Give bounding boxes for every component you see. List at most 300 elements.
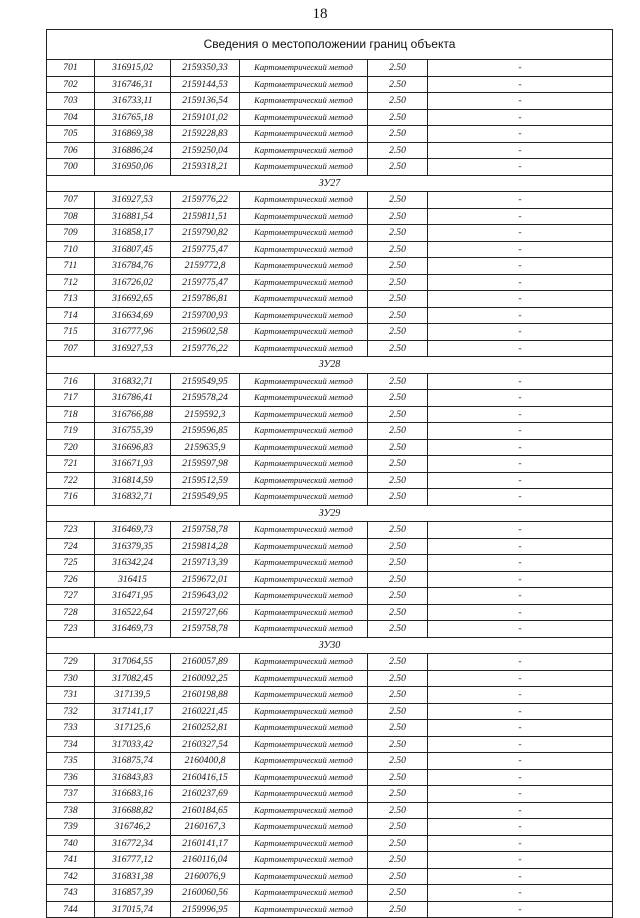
method-cell: Картометрический метод bbox=[240, 704, 368, 720]
y-coordinate-cell: 2159700,93 bbox=[171, 308, 240, 324]
method-cell: Картометрический метод bbox=[240, 671, 368, 687]
y-coordinate-cell: 2159727,66 bbox=[171, 605, 240, 621]
y-coordinate-cell: 2160327,54 bbox=[171, 737, 240, 753]
table-body bbox=[47, 60, 612, 917]
x-coordinate-cell: 316469,73 bbox=[95, 522, 171, 538]
y-coordinate-cell: 2160057,89 bbox=[171, 654, 240, 670]
accuracy-cell: 2.50 bbox=[368, 275, 428, 291]
description-cell: - bbox=[518, 524, 522, 535]
point-number-cell: 736 bbox=[47, 770, 95, 786]
x-coordinate-cell: 316814,59 bbox=[95, 473, 171, 489]
method-cell: Картометрический метод bbox=[240, 159, 368, 175]
x-coordinate-cell: 316886,24 bbox=[95, 143, 171, 159]
y-coordinate-cell: 2159318,21 bbox=[171, 159, 240, 175]
table-row bbox=[47, 308, 612, 325]
point-number-cell: 723 bbox=[47, 621, 95, 637]
point-number-cell: 739 bbox=[47, 819, 95, 835]
table-row bbox=[47, 275, 612, 292]
x-coordinate-cell: 316746,31 bbox=[95, 77, 171, 93]
table-row bbox=[47, 77, 612, 94]
method-cell: Картометрический метод bbox=[240, 555, 368, 571]
description-cell: - bbox=[518, 309, 522, 321]
table-row bbox=[47, 143, 612, 160]
accuracy-cell: 2.50 bbox=[368, 93, 428, 109]
table-row bbox=[47, 572, 612, 589]
method-cell: Картометрический метод bbox=[240, 324, 368, 340]
x-coordinate-cell: 317033,42 bbox=[95, 737, 171, 753]
table-row bbox=[47, 159, 612, 176]
x-coordinate-cell: 316832,71 bbox=[95, 374, 171, 390]
description-cell: - bbox=[518, 326, 522, 337]
accuracy-cell: 2.50 bbox=[368, 605, 428, 621]
method-cell: Картометрический метод bbox=[240, 770, 368, 786]
accuracy-cell: 2.50 bbox=[368, 753, 428, 769]
boundary-table bbox=[46, 29, 613, 918]
point-number-cell: 715 bbox=[47, 324, 95, 340]
point-number-cell: 721 bbox=[47, 456, 95, 472]
description-cell: - bbox=[518, 738, 522, 750]
x-coordinate-cell: 316692,65 bbox=[95, 291, 171, 307]
description-cell: - bbox=[518, 590, 522, 601]
description-cell: - bbox=[518, 293, 522, 304]
accuracy-cell: 2.50 bbox=[368, 209, 428, 225]
x-coordinate-cell: 317141,17 bbox=[95, 704, 171, 720]
accuracy-cell: 2.50 bbox=[368, 324, 428, 340]
accuracy-cell: 2.50 bbox=[368, 852, 428, 868]
accuracy-cell: 2.50 bbox=[368, 687, 428, 703]
x-coordinate-cell: 316379,35 bbox=[95, 539, 171, 555]
description-cell: - bbox=[518, 623, 522, 634]
method-cell: Картометрический метод bbox=[240, 539, 368, 555]
section-heading: ЗУ27 bbox=[47, 176, 612, 193]
accuracy-cell: 2.50 bbox=[368, 489, 428, 505]
y-coordinate-cell: 2159228,83 bbox=[171, 126, 240, 142]
accuracy-cell: 2.50 bbox=[368, 143, 428, 159]
point-number-cell: 720 bbox=[47, 440, 95, 456]
y-coordinate-cell: 2160252,81 bbox=[171, 720, 240, 736]
description-cell: - bbox=[518, 425, 522, 436]
accuracy-cell: 2.50 bbox=[368, 902, 428, 918]
x-coordinate-cell: 316342,24 bbox=[95, 555, 171, 571]
accuracy-cell: 2.50 bbox=[368, 770, 428, 786]
table-row bbox=[47, 588, 612, 605]
x-coordinate-cell: 316733,11 bbox=[95, 93, 171, 109]
accuracy-cell: 2.50 bbox=[368, 737, 428, 753]
accuracy-cell: 2.50 bbox=[368, 522, 428, 538]
point-number-cell: 726 bbox=[47, 572, 95, 588]
accuracy-cell: 2.50 bbox=[368, 819, 428, 835]
x-coordinate-cell: 316869,38 bbox=[95, 126, 171, 142]
y-coordinate-cell: 2160237,69 bbox=[171, 786, 240, 802]
method-cell: Картометрический метод bbox=[240, 489, 368, 505]
accuracy-cell: 2.50 bbox=[368, 192, 428, 208]
point-number-cell: 700 bbox=[47, 159, 95, 175]
x-coordinate-cell: 316688,82 bbox=[95, 803, 171, 819]
accuracy-cell: 2.50 bbox=[368, 885, 428, 901]
y-coordinate-cell: 2159758,78 bbox=[171, 522, 240, 538]
x-coordinate-cell: 316469,73 bbox=[95, 621, 171, 637]
method-cell: Картометрический метод bbox=[240, 291, 368, 307]
point-number-cell: 703 bbox=[47, 93, 95, 109]
x-coordinate-cell: 316950,06 bbox=[95, 159, 171, 175]
point-number-cell: 724 bbox=[47, 539, 95, 555]
description-cell: - bbox=[518, 804, 522, 816]
method-cell: Картометрический метод bbox=[240, 423, 368, 439]
description-cell: - bbox=[518, 408, 522, 420]
description-cell: - bbox=[518, 342, 522, 354]
table-row bbox=[47, 687, 612, 704]
y-coordinate-cell: 2160060,56 bbox=[171, 885, 240, 901]
point-number-cell: 717 bbox=[47, 390, 95, 406]
y-coordinate-cell: 2160116,04 bbox=[171, 852, 240, 868]
method-cell: Картометрический метод bbox=[240, 473, 368, 489]
description-cell: - bbox=[518, 161, 522, 172]
description-cell: - bbox=[518, 837, 522, 849]
table-row bbox=[47, 836, 612, 853]
point-number-cell: 728 bbox=[47, 605, 95, 621]
y-coordinate-cell: 2159996,95 bbox=[171, 902, 240, 918]
point-number-cell: 702 bbox=[47, 77, 95, 93]
table-row bbox=[47, 93, 612, 110]
x-coordinate-cell: 316786,41 bbox=[95, 390, 171, 406]
point-number-cell: 716 bbox=[47, 489, 95, 505]
x-coordinate-cell: 316471,95 bbox=[95, 588, 171, 604]
accuracy-cell: 2.50 bbox=[368, 555, 428, 571]
point-number-cell: 734 bbox=[47, 737, 95, 753]
table-row bbox=[47, 126, 612, 143]
method-cell: Картометрический метод bbox=[240, 242, 368, 258]
x-coordinate-cell: 316696,83 bbox=[95, 440, 171, 456]
point-number-cell: 743 bbox=[47, 885, 95, 901]
point-number-cell: 710 bbox=[47, 242, 95, 258]
table-row bbox=[47, 869, 612, 886]
description-cell: - bbox=[518, 903, 522, 915]
description-cell: - bbox=[518, 210, 522, 222]
accuracy-cell: 2.50 bbox=[368, 110, 428, 126]
description-cell: - bbox=[518, 540, 522, 552]
point-number-cell: 712 bbox=[47, 275, 95, 291]
y-coordinate-cell: 2159713,39 bbox=[171, 555, 240, 571]
table-row bbox=[47, 60, 612, 77]
accuracy-cell: 2.50 bbox=[368, 258, 428, 274]
description-cell: - bbox=[518, 870, 522, 882]
point-number-cell: 740 bbox=[47, 836, 95, 852]
x-coordinate-cell: 316683,16 bbox=[95, 786, 171, 802]
description-cell: - bbox=[518, 276, 522, 288]
description-cell: - bbox=[518, 821, 522, 832]
point-number-cell: 741 bbox=[47, 852, 95, 868]
point-number-cell: 742 bbox=[47, 869, 95, 885]
x-coordinate-cell: 316927,53 bbox=[95, 192, 171, 208]
description-cell: - bbox=[518, 111, 522, 123]
description-cell: - bbox=[518, 95, 522, 106]
method-cell: Картометрический метод bbox=[240, 720, 368, 736]
y-coordinate-cell: 2159786,81 bbox=[171, 291, 240, 307]
x-coordinate-cell: 316843,83 bbox=[95, 770, 171, 786]
table-row bbox=[47, 852, 612, 869]
accuracy-cell: 2.50 bbox=[368, 836, 428, 852]
description-cell: - bbox=[518, 243, 522, 255]
method-cell: Картометрический метод bbox=[240, 836, 368, 852]
accuracy-cell: 2.50 bbox=[368, 671, 428, 687]
y-coordinate-cell: 2159635,9 bbox=[171, 440, 240, 456]
method-cell: Картометрический метод bbox=[240, 803, 368, 819]
description-cell: - bbox=[518, 194, 522, 205]
method-cell: Картометрический метод bbox=[240, 605, 368, 621]
y-coordinate-cell: 2159136,54 bbox=[171, 93, 240, 109]
point-number-cell: 704 bbox=[47, 110, 95, 126]
y-coordinate-cell: 2160400,8 bbox=[171, 753, 240, 769]
table-row bbox=[47, 902, 612, 918]
description-cell: - bbox=[518, 392, 522, 403]
x-coordinate-cell: 316415 bbox=[95, 572, 171, 588]
method-cell: Картометрический метод bbox=[240, 654, 368, 670]
x-coordinate-cell: 316831,38 bbox=[95, 869, 171, 885]
table-row bbox=[47, 522, 612, 539]
point-number-cell: 733 bbox=[47, 720, 95, 736]
table-row bbox=[47, 704, 612, 721]
table-row bbox=[47, 720, 612, 737]
description-cell: - bbox=[518, 458, 522, 469]
point-number-cell: 714 bbox=[47, 308, 95, 324]
method-cell: Картометрический метод bbox=[240, 852, 368, 868]
y-coordinate-cell: 2159512,59 bbox=[171, 473, 240, 489]
point-number-cell: 725 bbox=[47, 555, 95, 571]
method-cell: Картометрический метод bbox=[240, 902, 368, 918]
x-coordinate-cell: 316522,64 bbox=[95, 605, 171, 621]
method-cell: Картометрический метод bbox=[240, 753, 368, 769]
table-row bbox=[47, 407, 612, 424]
description-cell: - bbox=[518, 375, 522, 387]
accuracy-cell: 2.50 bbox=[368, 539, 428, 555]
y-coordinate-cell: 2160141,17 bbox=[171, 836, 240, 852]
point-number-cell: 727 bbox=[47, 588, 95, 604]
y-coordinate-cell: 2160184,65 bbox=[171, 803, 240, 819]
section-heading: ЗУ29 bbox=[47, 506, 612, 523]
x-coordinate-cell: 316772,34 bbox=[95, 836, 171, 852]
table-row bbox=[47, 770, 612, 787]
description-cell: - bbox=[518, 441, 522, 453]
table-row bbox=[47, 242, 612, 259]
table-row bbox=[47, 819, 612, 836]
table-row bbox=[47, 456, 612, 473]
table-row bbox=[47, 605, 612, 622]
table-row bbox=[47, 258, 612, 275]
y-coordinate-cell: 2159776,22 bbox=[171, 192, 240, 208]
description-cell: - bbox=[518, 689, 522, 700]
method-cell: Картометрический метод bbox=[240, 407, 368, 423]
method-cell: Картометрический метод bbox=[240, 209, 368, 225]
x-coordinate-cell: 316766,88 bbox=[95, 407, 171, 423]
y-coordinate-cell: 2160221,45 bbox=[171, 704, 240, 720]
y-coordinate-cell: 2160167,3 bbox=[171, 819, 240, 835]
method-cell: Картометрический метод bbox=[240, 77, 368, 93]
y-coordinate-cell: 2159814,28 bbox=[171, 539, 240, 555]
y-coordinate-cell: 2159643,02 bbox=[171, 588, 240, 604]
method-cell: Картометрический метод bbox=[240, 390, 368, 406]
description-cell: - bbox=[518, 606, 522, 618]
x-coordinate-cell: 316777,96 bbox=[95, 324, 171, 340]
accuracy-cell: 2.50 bbox=[368, 803, 428, 819]
point-number-cell: 709 bbox=[47, 225, 95, 241]
table-row bbox=[47, 324, 612, 341]
accuracy-cell: 2.50 bbox=[368, 720, 428, 736]
x-coordinate-cell: 316915,02 bbox=[95, 60, 171, 76]
x-coordinate-cell: 316807,45 bbox=[95, 242, 171, 258]
accuracy-cell: 2.50 bbox=[368, 291, 428, 307]
y-coordinate-cell: 2159596,85 bbox=[171, 423, 240, 439]
method-cell: Картометрический метод bbox=[240, 687, 368, 703]
x-coordinate-cell: 316927,53 bbox=[95, 341, 171, 357]
table-row bbox=[47, 803, 612, 820]
x-coordinate-cell: 317082,45 bbox=[95, 671, 171, 687]
method-cell: Картометрический метод bbox=[240, 885, 368, 901]
table-row bbox=[47, 423, 612, 440]
table-row bbox=[47, 374, 612, 391]
accuracy-cell: 2.50 bbox=[368, 440, 428, 456]
y-coordinate-cell: 2160076,9 bbox=[171, 869, 240, 885]
table-row bbox=[47, 654, 612, 671]
description-cell: - bbox=[518, 260, 522, 271]
method-cell: Картометрический метод bbox=[240, 60, 368, 76]
x-coordinate-cell: 316881,54 bbox=[95, 209, 171, 225]
description-cell: - bbox=[518, 656, 522, 667]
accuracy-cell: 2.50 bbox=[368, 308, 428, 324]
description-cell: - bbox=[518, 557, 522, 568]
table-row bbox=[47, 489, 612, 506]
method-cell: Картометрический метод bbox=[240, 456, 368, 472]
point-number-cell: 708 bbox=[47, 209, 95, 225]
x-coordinate-cell: 316634,69 bbox=[95, 308, 171, 324]
x-coordinate-cell: 317015,74 bbox=[95, 902, 171, 918]
description-cell: - bbox=[518, 705, 522, 717]
y-coordinate-cell: 2159772,8 bbox=[171, 258, 240, 274]
table-row bbox=[47, 192, 612, 209]
point-number-cell: 737 bbox=[47, 786, 95, 802]
y-coordinate-cell: 2160198,88 bbox=[171, 687, 240, 703]
table-title: Сведения о местоположении границ объекта bbox=[47, 30, 612, 60]
x-coordinate-cell: 316777,12 bbox=[95, 852, 171, 868]
y-coordinate-cell: 2159597,98 bbox=[171, 456, 240, 472]
method-cell: Картометрический метод bbox=[240, 588, 368, 604]
method-cell: Картометрический метод bbox=[240, 258, 368, 274]
y-coordinate-cell: 2159775,47 bbox=[171, 275, 240, 291]
x-coordinate-cell: 316746,2 bbox=[95, 819, 171, 835]
point-number-cell: 732 bbox=[47, 704, 95, 720]
y-coordinate-cell: 2159811,51 bbox=[171, 209, 240, 225]
table-row bbox=[47, 110, 612, 127]
description-cell: - bbox=[518, 788, 522, 799]
accuracy-cell: 2.50 bbox=[368, 588, 428, 604]
method-cell: Картометрический метод bbox=[240, 737, 368, 753]
table-row bbox=[47, 555, 612, 572]
accuracy-cell: 2.50 bbox=[368, 572, 428, 588]
table-row bbox=[47, 539, 612, 556]
point-number-cell: 707 bbox=[47, 341, 95, 357]
accuracy-cell: 2.50 bbox=[368, 77, 428, 93]
method-cell: Картометрический метод bbox=[240, 192, 368, 208]
y-coordinate-cell: 2159790,82 bbox=[171, 225, 240, 241]
y-coordinate-cell: 2159144,53 bbox=[171, 77, 240, 93]
table-row bbox=[47, 390, 612, 407]
y-coordinate-cell: 2159350,33 bbox=[171, 60, 240, 76]
point-number-cell: 722 bbox=[47, 473, 95, 489]
point-number-cell: 738 bbox=[47, 803, 95, 819]
accuracy-cell: 2.50 bbox=[368, 60, 428, 76]
point-number-cell: 730 bbox=[47, 671, 95, 687]
accuracy-cell: 2.50 bbox=[368, 225, 428, 241]
description-cell: - bbox=[518, 144, 522, 156]
point-number-cell: 744 bbox=[47, 902, 95, 918]
table-row bbox=[47, 440, 612, 457]
x-coordinate-cell: 316875,74 bbox=[95, 753, 171, 769]
accuracy-cell: 2.50 bbox=[368, 621, 428, 637]
section-heading: ЗУ30 bbox=[47, 638, 612, 655]
method-cell: Картометрический метод bbox=[240, 819, 368, 835]
description-cell: - bbox=[518, 491, 522, 502]
y-coordinate-cell: 2159758,78 bbox=[171, 621, 240, 637]
point-number-cell: 701 bbox=[47, 60, 95, 76]
point-number-cell: 716 bbox=[47, 374, 95, 390]
point-number-cell: 719 bbox=[47, 423, 95, 439]
table-row bbox=[47, 885, 612, 902]
description-cell: - bbox=[518, 78, 522, 90]
point-number-cell: 711 bbox=[47, 258, 95, 274]
y-coordinate-cell: 2159775,47 bbox=[171, 242, 240, 258]
accuracy-cell: 2.50 bbox=[368, 786, 428, 802]
y-coordinate-cell: 2159101,02 bbox=[171, 110, 240, 126]
x-coordinate-cell: 317125,6 bbox=[95, 720, 171, 736]
description-cell: - bbox=[518, 573, 522, 585]
table-row bbox=[47, 341, 612, 358]
section-heading: ЗУ28 bbox=[47, 357, 612, 374]
page-number: 18 bbox=[312, 6, 328, 22]
accuracy-cell: 2.50 bbox=[368, 473, 428, 489]
accuracy-cell: 2.50 bbox=[368, 423, 428, 439]
y-coordinate-cell: 2159776,22 bbox=[171, 341, 240, 357]
description-cell: - bbox=[518, 474, 522, 486]
description-cell: - bbox=[518, 227, 522, 238]
method-cell: Картометрический метод bbox=[240, 621, 368, 637]
accuracy-cell: 2.50 bbox=[368, 341, 428, 357]
accuracy-cell: 2.50 bbox=[368, 869, 428, 885]
accuracy-cell: 2.50 bbox=[368, 242, 428, 258]
point-number-cell: 713 bbox=[47, 291, 95, 307]
accuracy-cell: 2.50 bbox=[368, 654, 428, 670]
x-coordinate-cell: 316857,39 bbox=[95, 885, 171, 901]
description-cell: - bbox=[518, 128, 522, 139]
method-cell: Картометрический метод bbox=[240, 869, 368, 885]
accuracy-cell: 2.50 bbox=[368, 390, 428, 406]
method-cell: Картометрический метод bbox=[240, 522, 368, 538]
accuracy-cell: 2.50 bbox=[368, 159, 428, 175]
table-row bbox=[47, 473, 612, 490]
point-number-cell: 723 bbox=[47, 522, 95, 538]
method-cell: Картометрический метод bbox=[240, 786, 368, 802]
x-coordinate-cell: 316832,71 bbox=[95, 489, 171, 505]
table-row bbox=[47, 209, 612, 226]
accuracy-cell: 2.50 bbox=[368, 374, 428, 390]
method-cell: Картометрический метод bbox=[240, 110, 368, 126]
accuracy-cell: 2.50 bbox=[368, 704, 428, 720]
y-coordinate-cell: 2159592,3 bbox=[171, 407, 240, 423]
accuracy-cell: 2.50 bbox=[368, 126, 428, 142]
method-cell: Картометрический метод bbox=[240, 572, 368, 588]
description-cell: - bbox=[518, 672, 522, 684]
y-coordinate-cell: 2159250,04 bbox=[171, 143, 240, 159]
point-number-cell: 718 bbox=[47, 407, 95, 423]
accuracy-cell: 2.50 bbox=[368, 456, 428, 472]
